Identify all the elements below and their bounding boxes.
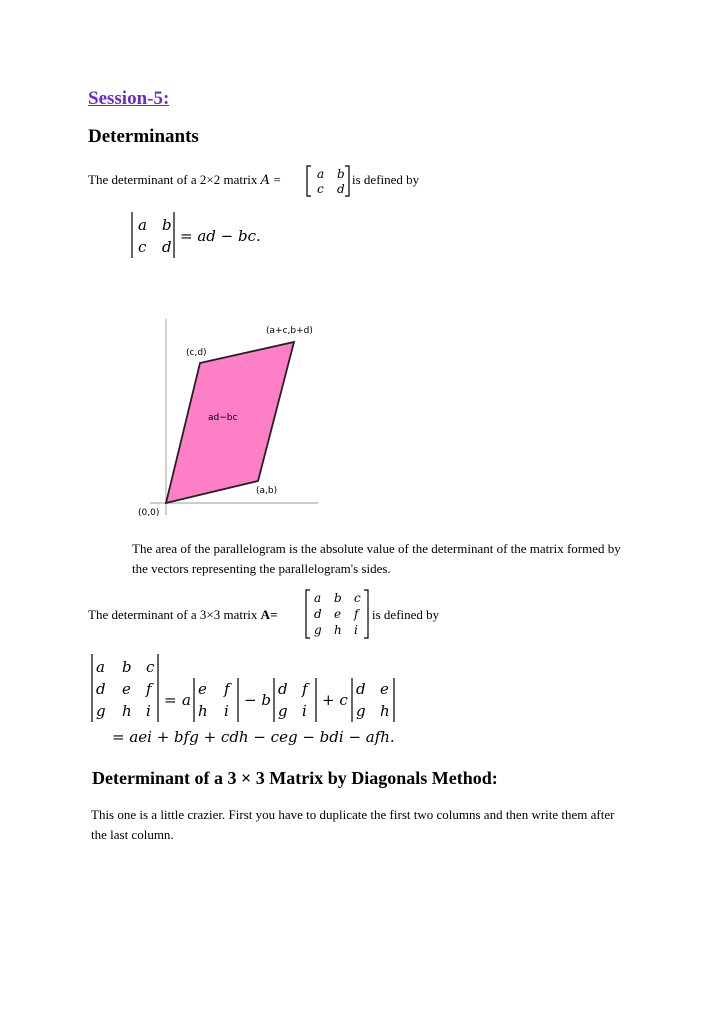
mb-0: d <box>278 680 288 698</box>
m3-6: g <box>314 623 322 637</box>
m3-1: b <box>334 591 342 605</box>
parallelogram-caption: The area of the parallelogram is the absolute value of the determinant of the matrix formed by the vectors representing the parallelogram's sides. <box>132 541 621 576</box>
mc-3: h <box>380 702 390 720</box>
f2-rhs: = ad − bc. <box>180 227 261 245</box>
mc-2: g <box>356 702 366 720</box>
sentence-2x2-eq: = <box>273 172 281 187</box>
ma-3: i <box>224 702 229 720</box>
session-colon: : <box>162 88 170 109</box>
e-eq: = <box>164 691 177 709</box>
e-3: d <box>96 680 106 698</box>
e-minus-b: − b <box>244 691 271 709</box>
mb-3: i <box>302 702 307 720</box>
e-4: e <box>122 680 131 698</box>
m3-0: a <box>314 591 322 605</box>
e-7: h <box>122 702 132 720</box>
m2-d: d <box>337 182 345 196</box>
session-title <box>88 88 169 110</box>
mb-1: f <box>302 680 308 698</box>
sentence-3x3-var: A <box>260 607 271 622</box>
e-8: i <box>146 702 151 720</box>
sentence-3x3-suffix: is defined by <box>372 607 440 622</box>
e-plus-c: + c <box>322 691 348 709</box>
m3-2: c <box>354 591 361 605</box>
f2-d: d <box>162 238 172 256</box>
e-0: a <box>96 658 105 676</box>
m2-a: a <box>317 167 325 181</box>
m3-4: e <box>334 607 342 621</box>
formula-3x3-expansion <box>88 652 418 748</box>
label-sum: (a+c,b+d) <box>266 326 313 336</box>
ma-1: f <box>224 680 230 698</box>
m3-8: i <box>354 623 358 637</box>
formula-2x2 <box>128 210 298 260</box>
e-6: g <box>96 702 106 720</box>
label-ab: (a,b) <box>256 486 278 496</box>
sentence-2x2-prefix: The determinant of a 2×2 matrix <box>88 172 258 187</box>
diagonals-text: This one is a little crazier. First you have to duplicate the first two columns and then write them after the last column. <box>91 807 615 842</box>
sentence-2x2 <box>88 172 281 188</box>
matrix-2x2-inline <box>305 164 351 198</box>
e-5: f <box>146 680 152 698</box>
f2-c: c <box>138 238 147 256</box>
m3-5: f <box>354 607 359 621</box>
f2-a: a <box>138 216 147 234</box>
mc-0: d <box>356 680 366 698</box>
e-2: c <box>146 658 155 676</box>
e-final-line: = aei + bfg + cdh − ceg − bdi − afh. <box>112 728 395 746</box>
m2-c: c <box>317 182 324 196</box>
sentence-3x3-eq: = <box>270 607 278 622</box>
sentence-2x2-var: A <box>260 173 271 188</box>
parallelogram-diagram <box>130 315 330 520</box>
session-title-text: Session-5 <box>88 88 163 109</box>
label-origin: (0,0) <box>138 508 160 518</box>
sentence-3x3-prefix: The determinant of a 3×3 matrix <box>88 607 258 622</box>
heading-diagonals: Determinant of a 3 × 3 Matrix by Diagonals Method: <box>92 768 498 788</box>
m3-3: d <box>314 607 322 621</box>
m3-7: h <box>334 623 342 637</box>
e-coef-a: a <box>182 691 191 709</box>
label-area: ad−bc <box>208 413 238 423</box>
matrix-3x3-inline <box>304 588 370 640</box>
e-1: b <box>122 658 132 676</box>
ma-0: e <box>198 680 207 698</box>
f2-b: b <box>162 216 172 234</box>
mb-2: g <box>278 702 288 720</box>
mc-1: e <box>380 680 389 698</box>
heading-determinants: Determinants <box>88 126 199 147</box>
sentence-2x2-suffix: is defined by <box>352 172 420 187</box>
m2-b: b <box>337 167 345 181</box>
label-cd: (c,d) <box>186 348 207 358</box>
ma-2: h <box>198 702 208 720</box>
sentence-3x3 <box>88 607 277 623</box>
